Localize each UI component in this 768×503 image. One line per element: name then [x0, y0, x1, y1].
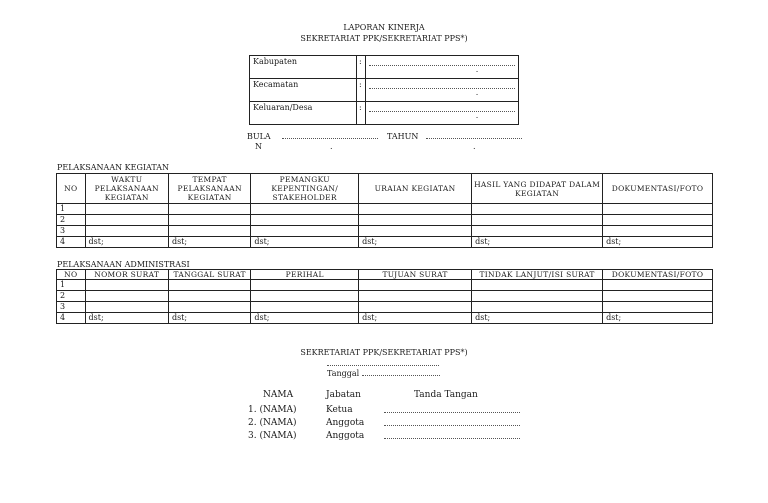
table-cell[interactable]: [251, 204, 359, 215]
location-row: [250, 56, 519, 79]
column-header: NO: [57, 270, 86, 280]
column-header: TEMPAT PELAKSANAAN KEGIATAN: [168, 174, 250, 204]
table-cell[interactable]: [472, 215, 603, 226]
signature-col-nama: NAMA: [263, 390, 294, 400]
column-header: DOKUMENTASI/FOTO: [603, 174, 713, 204]
administrasi-table: [56, 269, 713, 324]
location-dot: .: [475, 88, 479, 97]
table-cell[interactable]: dst;: [472, 313, 603, 324]
table-cell[interactable]: [85, 215, 168, 226]
signature-col-ttd: Tanda Tangan: [414, 390, 478, 400]
location-row: [250, 102, 519, 125]
location-label-desa: Keluaran/Desa: [250, 102, 357, 125]
table-row: [57, 313, 713, 324]
table-cell[interactable]: dst;: [472, 237, 603, 248]
signature-jabatan: Ketua: [326, 405, 353, 415]
location-value-kabupaten[interactable]: [366, 56, 519, 79]
table-cell[interactable]: [603, 302, 713, 313]
column-header: NOMOR SURAT: [85, 270, 168, 280]
column-header: HASIL YANG DIDAPAT DALAM KEGIATAN: [472, 174, 603, 204]
table-row: [57, 204, 713, 215]
table-cell[interactable]: [359, 302, 472, 313]
location-table: [249, 55, 519, 125]
column-header: TUJUAN SURAT: [359, 270, 472, 280]
location-dot: .: [475, 111, 479, 120]
table-cell[interactable]: [168, 215, 250, 226]
table-cell[interactable]: [168, 291, 250, 302]
table-row: [57, 226, 713, 237]
section-title-kegiatan: PELAKSANAAN KEGIATAN: [57, 163, 170, 172]
location-colon: :: [357, 102, 366, 125]
table-cell[interactable]: [603, 215, 713, 226]
table-cell[interactable]: [359, 215, 472, 226]
table-row: [57, 302, 713, 313]
bulan-field[interactable]: [282, 138, 378, 139]
table-cell[interactable]: [168, 204, 250, 215]
table-row: [57, 291, 713, 302]
table-row: [57, 280, 713, 291]
place-field[interactable]: [327, 365, 439, 366]
location-colon: :: [357, 56, 366, 79]
table-cell: 4: [57, 313, 86, 324]
location-row: [250, 79, 519, 102]
table-cell[interactable]: [85, 280, 168, 291]
column-header: TINDAK LANJUT/ISI SURAT: [472, 270, 603, 280]
table-cell[interactable]: [472, 226, 603, 237]
bulan-dot: .: [330, 142, 333, 151]
table-cell: 3: [57, 302, 86, 313]
tanggal-label: Tanggal: [327, 369, 360, 378]
table-cell[interactable]: [251, 226, 359, 237]
location-label-kecamatan: Kecamatan: [250, 79, 357, 102]
table-header-row: [57, 174, 713, 204]
table-cell[interactable]: [251, 215, 359, 226]
report-title: LAPORAN KINERJA: [343, 23, 425, 32]
location-colon: :: [357, 79, 366, 102]
table-cell[interactable]: [85, 291, 168, 302]
table-cell[interactable]: [472, 302, 603, 313]
bulan-label: BULA: [247, 132, 271, 141]
table-cell[interactable]: [85, 226, 168, 237]
column-header: NO: [57, 174, 86, 204]
table-cell: 2: [57, 215, 86, 226]
table-cell[interactable]: [168, 226, 250, 237]
table-row: [57, 237, 713, 248]
table-cell: 1: [57, 204, 86, 215]
table-cell[interactable]: [359, 226, 472, 237]
table-cell[interactable]: [85, 204, 168, 215]
table-cell: 4: [57, 237, 86, 248]
table-cell[interactable]: [251, 291, 359, 302]
signature-line[interactable]: [384, 438, 520, 439]
table-cell[interactable]: [251, 302, 359, 313]
location-label-kabupaten: Kabupaten: [250, 56, 357, 79]
table-cell[interactable]: [359, 204, 472, 215]
table-cell[interactable]: [472, 291, 603, 302]
table-cell[interactable]: [168, 302, 250, 313]
kegiatan-table: [56, 173, 713, 248]
signature-line[interactable]: [384, 425, 520, 426]
table-cell[interactable]: dst;: [603, 237, 713, 248]
table-header-row: [57, 270, 713, 280]
tahun-field[interactable]: [426, 138, 522, 139]
signature-jabatan: Anggota: [326, 418, 365, 428]
table-cell[interactable]: [603, 280, 713, 291]
tahun-dot: .: [473, 142, 476, 151]
location-value-kecamatan[interactable]: [366, 79, 519, 102]
table-cell[interactable]: dst;: [85, 313, 168, 324]
table-cell[interactable]: dst;: [168, 237, 250, 248]
column-header: PERIHAL: [251, 270, 359, 280]
table-cell[interactable]: dst;: [359, 237, 472, 248]
signature-nama: 3. (NAMA): [248, 431, 297, 441]
table-cell[interactable]: [168, 280, 250, 291]
table-cell[interactable]: dst;: [603, 313, 713, 324]
signature-line[interactable]: [384, 412, 520, 413]
signature-nama: 1. (NAMA): [248, 405, 297, 415]
signature-org: SEKRETARIAT PPK/SEKRETARIAT PPS*): [300, 348, 468, 357]
table-cell: 3: [57, 226, 86, 237]
table-cell[interactable]: [472, 280, 603, 291]
signature-col-jabatan: Jabatan: [326, 390, 361, 400]
column-header: DOKUMENTASI/FOTO: [603, 270, 713, 280]
tahun-label: TAHUN: [387, 132, 419, 141]
table-cell[interactable]: [603, 291, 713, 302]
location-dot: .: [475, 65, 479, 74]
column-header: WAKTU PELAKSANAAN KEGIATAN: [85, 174, 168, 204]
table-cell[interactable]: [359, 280, 472, 291]
table-cell[interactable]: dst;: [359, 313, 472, 324]
report-subtitle: SEKRETARIAT PPK/SEKRETARIAT PPS*): [300, 34, 468, 43]
column-header: TANGGAL SURAT: [168, 270, 250, 280]
tanggal-field[interactable]: [362, 375, 440, 376]
table-cell[interactable]: [85, 302, 168, 313]
table-cell[interactable]: dst;: [168, 313, 250, 324]
table-cell: 1: [57, 280, 86, 291]
signature-jabatan: Anggota: [326, 431, 365, 441]
signature-nama: 2. (NAMA): [248, 418, 297, 428]
location-value-desa[interactable]: [366, 102, 519, 125]
column-header: PEMANGKU KEPENTINGAN/ STAKEHOLDER: [251, 174, 359, 204]
section-title-administrasi: PELAKSANAAN ADMINISTRASI: [57, 260, 190, 269]
table-cell[interactable]: [251, 280, 359, 291]
bulan-label-wrap: N: [255, 142, 262, 151]
table-cell[interactable]: [603, 204, 713, 215]
column-header: URAIAN KEGIATAN: [359, 174, 472, 204]
table-cell[interactable]: dst;: [85, 237, 168, 248]
table-cell: 2: [57, 291, 86, 302]
table-cell[interactable]: dst;: [251, 313, 359, 324]
table-cell[interactable]: [603, 226, 713, 237]
table-cell[interactable]: [359, 291, 472, 302]
table-cell[interactable]: dst;: [251, 237, 359, 248]
table-cell[interactable]: [472, 204, 603, 215]
table-row: [57, 215, 713, 226]
